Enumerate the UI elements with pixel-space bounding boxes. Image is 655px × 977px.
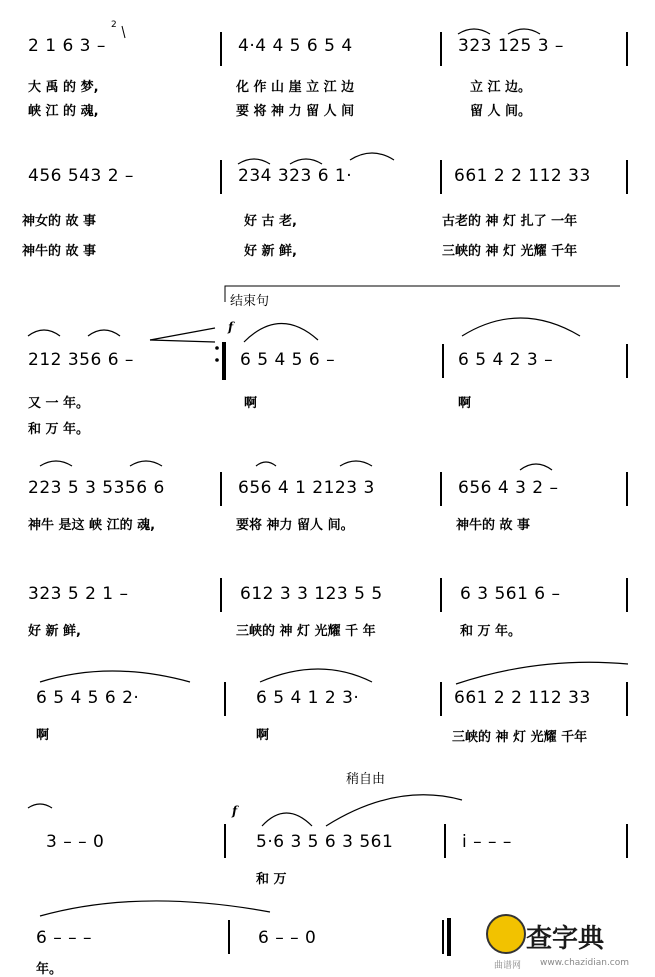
notes-s4-m2: 656 4 1 2123 3 bbox=[238, 478, 375, 498]
notes-s5-m3: 6 3 561 6 – bbox=[460, 584, 561, 604]
lyric-s4-v1-b: 要将 神力 留人 间。 bbox=[236, 518, 354, 533]
watermark-url: www.chazidian.com bbox=[540, 958, 630, 968]
grace-note: 2 bbox=[111, 20, 117, 30]
notes-s7-m3: i – – – bbox=[462, 832, 512, 852]
lyric-s2-v2-c: 三峡的 神 灯 光耀 千年 bbox=[442, 244, 578, 259]
lyric-s1-v2-a: 峡 江 的 魂, bbox=[28, 104, 99, 119]
notes-s1-m3: 323 125 3 – bbox=[458, 36, 564, 56]
notes-s2-m3: 661 2 2 112 33 bbox=[454, 166, 591, 186]
notes-s2-m1: 456 543 2 – bbox=[28, 166, 134, 186]
lyric-s8-v1-a: 年。 bbox=[36, 962, 63, 977]
lyric-s4-v1-c: 神牛的 故 事 bbox=[456, 518, 531, 533]
lyric-s5-v1-b: 三峡的 神 灯 光耀 千 年 bbox=[236, 624, 376, 639]
notes-s6-m1: 6 5 4 5 6 2· bbox=[36, 688, 140, 708]
lyric-s2-v1-b: 好 古 老, bbox=[244, 214, 297, 229]
lyric-s2-v1-c: 古老的 神 灯 扎了 一年 bbox=[442, 214, 578, 229]
tempo-marking: 稍自由 bbox=[346, 772, 386, 787]
notes-s8-m1: 6 – – – bbox=[36, 928, 93, 948]
lyric-s2-v1-a: 神女的 故 事 bbox=[22, 214, 97, 229]
lyric-s1-v1-c: 立 江 边。 bbox=[470, 80, 532, 95]
notes-s5-m1: 323 5 2 1 – bbox=[28, 584, 129, 604]
lyric-s5-v1-c: 和 万 年。 bbox=[460, 624, 522, 639]
lyric-s3-v1-a: 又 一 年。 bbox=[28, 396, 90, 411]
lyric-s7-v1-b: 和 万 bbox=[256, 872, 287, 887]
lyric-s1-v2-b: 要 将 神 力 留 人 间 bbox=[236, 104, 355, 119]
notes-s7-m2: 5·6 3 5 6 3 561 bbox=[256, 832, 394, 852]
dynamic-forte: f bbox=[228, 320, 234, 334]
lyric-s5-v1-a: 好 新 鲜, bbox=[28, 624, 81, 639]
notes-s2-m2: 234 323 6 1· bbox=[238, 166, 353, 186]
notes-s3-m1: 212 356 6 – bbox=[28, 350, 134, 370]
lyric-s2-v2-b: 好 新 鲜, bbox=[244, 244, 297, 259]
lyric-s4-v1-a: 神牛 是这 峡 江的 魂, bbox=[28, 518, 156, 533]
lyric-s6-v1-a: 啊 bbox=[36, 728, 50, 743]
watermark-logo: 查字典 bbox=[526, 924, 605, 954]
notes-s4-m3: 656 4 3 2 – bbox=[458, 478, 559, 498]
lyric-s1-v1-a: 大 禹 的 梦, bbox=[28, 80, 99, 95]
notes-s3-m2: 6 5 4 5 6 – bbox=[240, 350, 336, 370]
lyric-s3-v1-c: 啊 bbox=[458, 396, 472, 411]
notes-s4-m1: 223 5 3 5356 6 bbox=[28, 478, 165, 498]
lyric-s1-v1-b: 化 作 山 崖 立 江 边 bbox=[236, 80, 355, 95]
lyric-s2-v2-a: 神牛的 故 事 bbox=[22, 244, 97, 259]
notes-s6-m3: 661 2 2 112 33 bbox=[454, 688, 591, 708]
lyric-s3-v1-b: 啊 bbox=[244, 396, 258, 411]
watermark-credit: 曲谱网 bbox=[494, 961, 522, 971]
lyric-s1-v2-c: 留 人 间。 bbox=[470, 104, 532, 119]
notes-s3-m3: 6 5 4 2 3 – bbox=[458, 350, 554, 370]
notes-s1-m2: 4·4 4 5 6 5 4 bbox=[238, 36, 353, 56]
dynamic-forte: f bbox=[232, 804, 238, 818]
notes-s5-m2: 612 3 3 123 5 5 bbox=[240, 584, 383, 604]
notes-s8-m2: 6 – – 0 bbox=[258, 928, 317, 948]
notes-s7-m1: 3 – – 0 bbox=[46, 832, 105, 852]
notes-s1-m1: 2 1 6 3 – bbox=[28, 36, 106, 56]
lyric-s6-v1-b: 啊 bbox=[256, 728, 270, 743]
ending-label: 结束句 bbox=[230, 294, 270, 309]
lyric-s3-v2-a: 和 万 年。 bbox=[28, 422, 90, 437]
notes-s6-m2: 6 5 4 1 2 3· bbox=[256, 688, 360, 708]
lyric-s6-v1-c: 三峡的 神 灯 光耀 千年 bbox=[452, 730, 588, 745]
